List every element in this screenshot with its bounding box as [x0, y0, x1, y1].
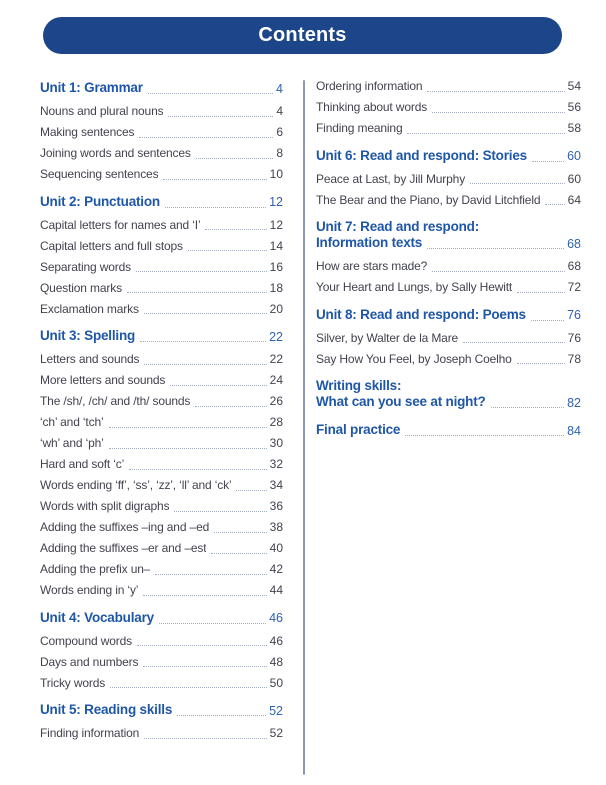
toc-section-header	[316, 219, 581, 251]
toc-item-label: Exclamation marks	[40, 302, 139, 316]
toc-section-header	[316, 378, 581, 410]
page-number: 56	[567, 100, 581, 114]
dotted-leader	[155, 574, 266, 575]
toc-section-header	[316, 422, 581, 438]
toc-item	[40, 635, 283, 649]
toc-item-label: Thinking about words	[316, 101, 428, 114]
dotted-leader	[177, 715, 266, 716]
toc-item-label: ‘wh’ and ‘ph’	[40, 437, 104, 450]
toc-item-label: Silver, by Walter de la Mare	[316, 331, 459, 345]
dotted-leader	[205, 229, 266, 230]
dotted-leader	[214, 532, 267, 533]
toc-section	[316, 422, 581, 438]
toc-item	[40, 374, 283, 388]
dotted-leader	[140, 341, 266, 342]
dotted-leader	[432, 112, 565, 113]
toc-item	[40, 563, 283, 577]
dotted-leader	[463, 342, 565, 343]
toc-item-label: Ordering information	[316, 80, 423, 93]
toc-item-label: How are stars made?	[316, 260, 428, 273]
toc-item-label: Days and numbers	[40, 655, 139, 669]
page-number: 68	[567, 259, 581, 273]
page-number: 72	[567, 280, 581, 294]
page-number: 6	[276, 125, 283, 139]
toc-item-label: ‘ch’ and ‘tch’	[40, 416, 104, 429]
toc-item	[316, 281, 581, 295]
page-number: 36	[269, 499, 283, 513]
dotted-leader	[110, 687, 267, 688]
toc-item	[40, 521, 283, 535]
page-number: 30	[269, 436, 283, 450]
toc-item-label: Separating words	[40, 260, 131, 274]
toc-item	[40, 261, 283, 275]
toc-item-label: Capital letters for names and ‘I’	[40, 218, 201, 232]
toc-item-label: More letters and sounds	[40, 374, 166, 387]
page-number: 12	[269, 195, 283, 209]
page-number: 12	[269, 217, 283, 232]
toc-section	[316, 219, 581, 295]
dotted-leader	[168, 116, 273, 117]
toc-item-label: Words with split digraphs	[40, 500, 170, 513]
dotted-leader	[470, 183, 565, 184]
page-number: 48	[269, 654, 283, 669]
toc-section-header	[40, 610, 283, 626]
dotted-leader	[545, 204, 564, 205]
toc-item	[40, 240, 283, 254]
dotted-leader	[109, 427, 267, 428]
toc-item	[40, 395, 283, 409]
page-number: 8	[276, 146, 283, 160]
toc-section-header	[316, 148, 581, 164]
toc-item-label: Words ending in ‘y’	[40, 584, 139, 597]
toc-section-header-line2-label: Information texts	[316, 235, 423, 250]
toc-item-label: Question marks	[40, 281, 122, 295]
toc-item	[40, 656, 283, 670]
page-number: 20	[269, 301, 283, 316]
page-number: 22	[269, 329, 283, 344]
dotted-leader	[531, 320, 564, 321]
page-number: 28	[269, 415, 283, 429]
page-title: Contents	[258, 24, 347, 46]
toc-item	[316, 122, 581, 136]
page-number: 44	[269, 583, 283, 597]
toc-section	[316, 307, 581, 367]
page-number: 60	[567, 149, 581, 163]
toc-item-label: Sequencing sentences	[40, 168, 159, 181]
toc-item	[40, 458, 283, 472]
page-number: 52	[269, 703, 283, 718]
toc-section-header-line2	[316, 235, 581, 251]
toc-section	[40, 194, 283, 317]
toc-section	[40, 610, 283, 691]
toc-item-label: Compound words	[40, 634, 132, 648]
dotted-leader	[109, 448, 267, 449]
dotted-leader	[143, 595, 266, 596]
toc-item	[316, 353, 581, 367]
toc-item	[316, 173, 581, 187]
toc-item	[316, 260, 581, 274]
page-number: 32	[269, 457, 283, 471]
page-number: 60	[567, 171, 581, 186]
toc-item	[40, 437, 283, 451]
page-number: 42	[269, 562, 283, 576]
toc-item-label: Joining words and sentences	[40, 147, 191, 160]
toc-item	[40, 416, 283, 430]
dotted-leader	[211, 553, 266, 554]
toc-item	[40, 126, 283, 140]
page-number: 64	[567, 192, 581, 207]
page-number: 52	[269, 726, 283, 740]
toc-section-header-line2	[316, 394, 581, 410]
dotted-leader	[170, 385, 266, 386]
toc-item-label: Say How You Feel, by Joseph Coelho	[316, 352, 512, 366]
toc-item	[40, 542, 283, 556]
toc-section	[40, 702, 283, 741]
page-number: 14	[269, 238, 283, 253]
toc-item-label: Adding the prefix un–	[40, 563, 151, 576]
dotted-leader	[174, 511, 266, 512]
page-number: 50	[269, 675, 283, 690]
dotted-leader	[491, 407, 565, 408]
page-number: 84	[567, 423, 581, 438]
dotted-leader	[188, 250, 267, 251]
page-number: 54	[567, 79, 581, 93]
toc-item	[40, 168, 283, 182]
toc-item	[40, 147, 283, 161]
dotted-leader	[144, 313, 267, 314]
column-divider	[303, 80, 305, 775]
dotted-leader	[517, 292, 565, 293]
page-number: 76	[567, 330, 581, 345]
toc-item-label: Hard and soft ‘c’	[40, 458, 125, 471]
dotted-leader	[148, 93, 273, 94]
dotted-leader	[407, 133, 564, 134]
toc-item-label: The /sh/, /ch/ and /th/ sounds	[40, 395, 191, 408]
toc-item	[40, 219, 283, 233]
page-number: 22	[269, 352, 283, 366]
dotted-leader	[159, 623, 266, 624]
toc-section	[40, 80, 283, 182]
toc-item	[316, 332, 581, 346]
dotted-leader	[143, 666, 266, 667]
dotted-leader	[532, 161, 564, 162]
page-number: 40	[269, 541, 283, 555]
toc-section-header	[40, 80, 283, 96]
toc-item	[316, 194, 581, 208]
page-number: 78	[567, 351, 581, 366]
toc-section-header-label: Unit 3: Spelling	[40, 328, 136, 343]
dotted-leader	[427, 91, 564, 92]
dotted-leader	[165, 207, 266, 208]
toc-section-header	[40, 702, 283, 718]
toc-item	[40, 303, 283, 317]
dotted-leader	[196, 158, 274, 159]
dotted-leader	[136, 271, 267, 272]
page-number: 68	[567, 236, 581, 251]
toc-columns	[40, 80, 581, 775]
toc-section-header-line1: Unit 7: Read and respond:	[316, 219, 480, 234]
toc-item-label: Making sentences	[40, 126, 135, 139]
toc-item-label: Adding the suffixes –er and –est	[40, 542, 207, 555]
page-number: 82	[567, 395, 581, 410]
toc-section-header-label: Unit 5: Reading skills	[40, 702, 173, 717]
toc-item	[40, 500, 283, 514]
toc-section-header	[316, 307, 581, 323]
page-number: 18	[269, 280, 283, 295]
toc-item-label: Finding information	[40, 727, 140, 740]
toc-item-label: Adding the suffixes –ing and –ed	[40, 521, 210, 534]
toc-section-header-label: Unit 1: Grammar	[40, 80, 143, 95]
page-number: 34	[269, 478, 283, 492]
toc-item-label: Tricky words	[40, 676, 106, 690]
toc-section-header	[40, 194, 283, 210]
dotted-leader	[236, 490, 266, 491]
page-number: 16	[269, 259, 283, 274]
toc-item	[40, 353, 283, 367]
dotted-leader	[127, 292, 267, 293]
toc-section	[316, 378, 581, 410]
dotted-leader	[517, 363, 565, 364]
toc-item-label: The Bear and the Piano, by David Litchfield	[316, 193, 541, 207]
page-number: 58	[567, 121, 581, 135]
toc-item-label: Your Heart and Lungs, by Sally Hewitt	[316, 281, 513, 294]
dotted-leader	[163, 179, 266, 180]
toc-item-label: Finding meaning	[316, 122, 403, 135]
toc-section-header-label: Unit 6: Read and respond: Stories	[316, 147, 527, 163]
dotted-leader	[405, 435, 564, 436]
page-number: 46	[269, 633, 283, 648]
dotted-leader	[144, 738, 266, 739]
dotted-leader	[427, 248, 564, 249]
toc-item	[316, 80, 581, 94]
toc-section-header-label: Unit 2: Punctuation	[40, 193, 160, 209]
toc-item	[40, 282, 283, 296]
toc-section-header-label: Unit 4: Vocabulary	[40, 609, 154, 625]
page-number: 4	[276, 104, 283, 118]
page-number: 4	[276, 81, 283, 96]
toc-item	[40, 727, 283, 741]
toc-section	[316, 80, 581, 136]
dotted-leader	[137, 645, 267, 646]
toc-item-label: Words ending ‘ff’, ‘ss’, ‘zz’, ‘ll’ and ‘ck’	[40, 479, 232, 492]
toc-item	[40, 584, 283, 598]
toc-section-header-label: Unit 8: Read and respond: Poems	[316, 306, 526, 322]
toc-column-right	[316, 80, 581, 775]
page-number: 24	[269, 373, 283, 387]
dotted-leader	[139, 137, 273, 138]
toc-section	[40, 328, 283, 598]
toc-item-label: Peace at Last, by Jill Murphy	[316, 172, 466, 186]
dotted-leader	[195, 406, 266, 407]
contents-title-bar	[43, 17, 562, 54]
page-number: 26	[269, 394, 283, 408]
toc-section	[316, 148, 581, 208]
toc-item	[40, 105, 283, 119]
page-number: 46	[269, 611, 283, 625]
dotted-leader	[144, 364, 266, 365]
page-number: 76	[567, 308, 581, 322]
page-number: 38	[269, 520, 283, 534]
toc-section-header	[40, 328, 283, 344]
dotted-leader	[432, 271, 564, 272]
toc-column-left	[40, 80, 283, 775]
toc-section-header-line2-label: What can you see at night?	[316, 394, 486, 409]
toc-item-label: Capital letters and full stops	[40, 239, 183, 253]
dotted-leader	[129, 469, 266, 470]
toc-item	[40, 677, 283, 691]
toc-item-label: Nouns and plural nouns	[40, 105, 164, 118]
toc-item	[316, 101, 581, 115]
toc-section-header-line1: Writing skills:	[316, 378, 402, 393]
toc-item	[40, 479, 283, 493]
page-number: 10	[269, 167, 283, 181]
toc-item-label: Letters and sounds	[40, 353, 140, 366]
toc-section-header-label: Final practice	[316, 422, 401, 437]
